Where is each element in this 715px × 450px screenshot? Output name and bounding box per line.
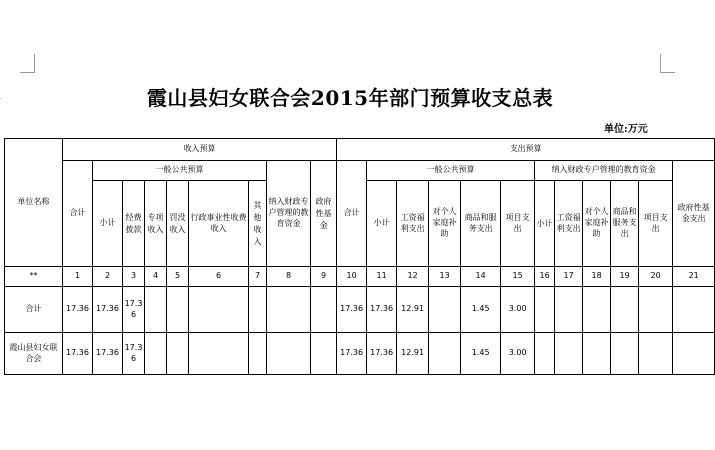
table-cell <box>145 333 167 375</box>
index-cell: ** <box>5 267 63 287</box>
table-cell <box>535 287 555 333</box>
table-cell: 17.36 <box>337 287 367 333</box>
table-cell <box>555 333 583 375</box>
column-index-row <box>5 267 715 287</box>
table-cell <box>249 287 267 333</box>
budget-summary-table <box>4 138 715 375</box>
header-unit-name: 单位名称 <box>5 139 63 267</box>
table-cell <box>611 333 639 375</box>
header-fs-goods: 商品和服务支出 <box>611 181 639 267</box>
table-cell <box>639 333 673 375</box>
document-title: 霞山县妇女联合会2015年部门预算收支总表 <box>146 86 554 110</box>
margin-mark: · <box>0 96 2 103</box>
table-cell <box>583 287 611 333</box>
table-cell <box>583 333 611 375</box>
table-cell: 3.00 <box>501 333 535 375</box>
row-name: 霞山县妇女联合会 <box>5 333 63 375</box>
index-cell: 18 <box>583 267 611 287</box>
header-expense-government-fund: 政府性基金支出 <box>673 161 715 267</box>
header-special-income: 专项收入 <box>145 181 167 267</box>
index-cell: 14 <box>461 267 501 287</box>
header-income-subtotal: 小计 <box>93 181 123 267</box>
table-cell <box>611 287 639 333</box>
header-project-expense: 项目支出 <box>501 181 535 267</box>
header-expense-general-public: 一般公共预算 <box>367 161 535 181</box>
table-cell <box>639 287 673 333</box>
index-cell: 7 <box>249 267 267 287</box>
table-cell <box>311 287 337 333</box>
table-cell <box>267 287 311 333</box>
header-household-subsidy: 对个人家庭补助 <box>429 181 461 267</box>
index-cell: 8 <box>267 267 311 287</box>
header-income-total: 合计 <box>63 161 93 267</box>
index-cell: 16 <box>535 267 555 287</box>
header-fs-wages: 工资福利支出 <box>555 181 583 267</box>
header-income-general-public: 一般公共预算 <box>93 161 267 181</box>
table-cell: 1.45 <box>461 333 501 375</box>
header-admin-fee-income: 行政事业性收费收入 <box>189 181 249 267</box>
table-cell: 17.36 <box>63 287 93 333</box>
header-expense-total: 合计 <box>337 161 367 267</box>
index-cell: 9 <box>311 267 337 287</box>
table-cell <box>429 287 461 333</box>
table-cell <box>189 287 249 333</box>
table-cell: 17.36 <box>123 333 145 375</box>
index-cell: 10 <box>337 267 367 287</box>
table-cell <box>249 333 267 375</box>
index-cell: 13 <box>429 267 461 287</box>
index-cell: 17 <box>555 267 583 287</box>
table-cell <box>189 333 249 375</box>
table-cell: 3.00 <box>501 287 535 333</box>
row-name: 合计 <box>5 287 63 333</box>
index-cell: 19 <box>611 267 639 287</box>
table-cell <box>145 287 167 333</box>
table-cell: 17.36 <box>93 333 123 375</box>
table-cell <box>673 333 715 375</box>
header-operating-funds: 经费拨款 <box>123 181 145 267</box>
table-cell <box>167 287 189 333</box>
table-cell: 17.36 <box>63 333 93 375</box>
header-goods-services: 商品和服务支出 <box>461 181 501 267</box>
table-cell: 12.91 <box>397 333 429 375</box>
index-cell: 2 <box>93 267 123 287</box>
table-cell <box>429 333 461 375</box>
table-cell <box>167 333 189 375</box>
table-cell <box>535 333 555 375</box>
table-cell: 17.36 <box>123 287 145 333</box>
header-income-budget: 收入预算 <box>63 139 337 161</box>
table-cell <box>555 287 583 333</box>
header-income-government-fund: 政府性基金 <box>311 161 337 267</box>
header-income-fiscal-special: 纳入财政专户管理的教育资金 <box>267 161 311 267</box>
index-cell: 12 <box>397 267 429 287</box>
header-other-income: 其他收入 <box>249 181 267 267</box>
index-cell: 11 <box>367 267 397 287</box>
table-cell <box>267 333 311 375</box>
index-cell: 21 <box>673 267 715 287</box>
header-wages-welfare: 工资福利支出 <box>397 181 429 267</box>
table-cell: 17.36 <box>367 333 397 375</box>
table-cell <box>673 287 715 333</box>
page-corner-mark-top-right <box>660 54 675 73</box>
table-row-total <box>5 287 715 333</box>
index-cell: 1 <box>63 267 93 287</box>
index-cell: 3 <box>123 267 145 287</box>
table-row-unit <box>5 333 715 375</box>
unit-label: 单位:万元 <box>604 124 648 135</box>
table-cell: 17.36 <box>337 333 367 375</box>
header-expense-subtotal: 小计 <box>367 181 397 267</box>
table-cell: 17.36 <box>367 287 397 333</box>
page-corner-mark-top-left <box>20 54 35 73</box>
header-penalty-income: 罚没收入 <box>167 181 189 267</box>
index-cell: 20 <box>639 267 673 287</box>
table-cell: 1.45 <box>461 287 501 333</box>
index-cell: 15 <box>501 267 535 287</box>
table-cell: 17.36 <box>93 287 123 333</box>
header-expense-budget: 支出预算 <box>337 139 715 161</box>
header-fs-subtotal: 小计 <box>535 181 555 267</box>
index-cell: 4 <box>145 267 167 287</box>
header-fs-project: 项目支出 <box>639 181 673 267</box>
table-cell <box>311 333 337 375</box>
header-expense-fiscal-special: 纳入财政专户管理的教育资金 <box>535 161 673 181</box>
index-cell: 6 <box>189 267 249 287</box>
index-cell: 5 <box>167 267 189 287</box>
table-cell: 12.91 <box>397 287 429 333</box>
header-fs-household: 对个人家庭补助 <box>583 181 611 267</box>
